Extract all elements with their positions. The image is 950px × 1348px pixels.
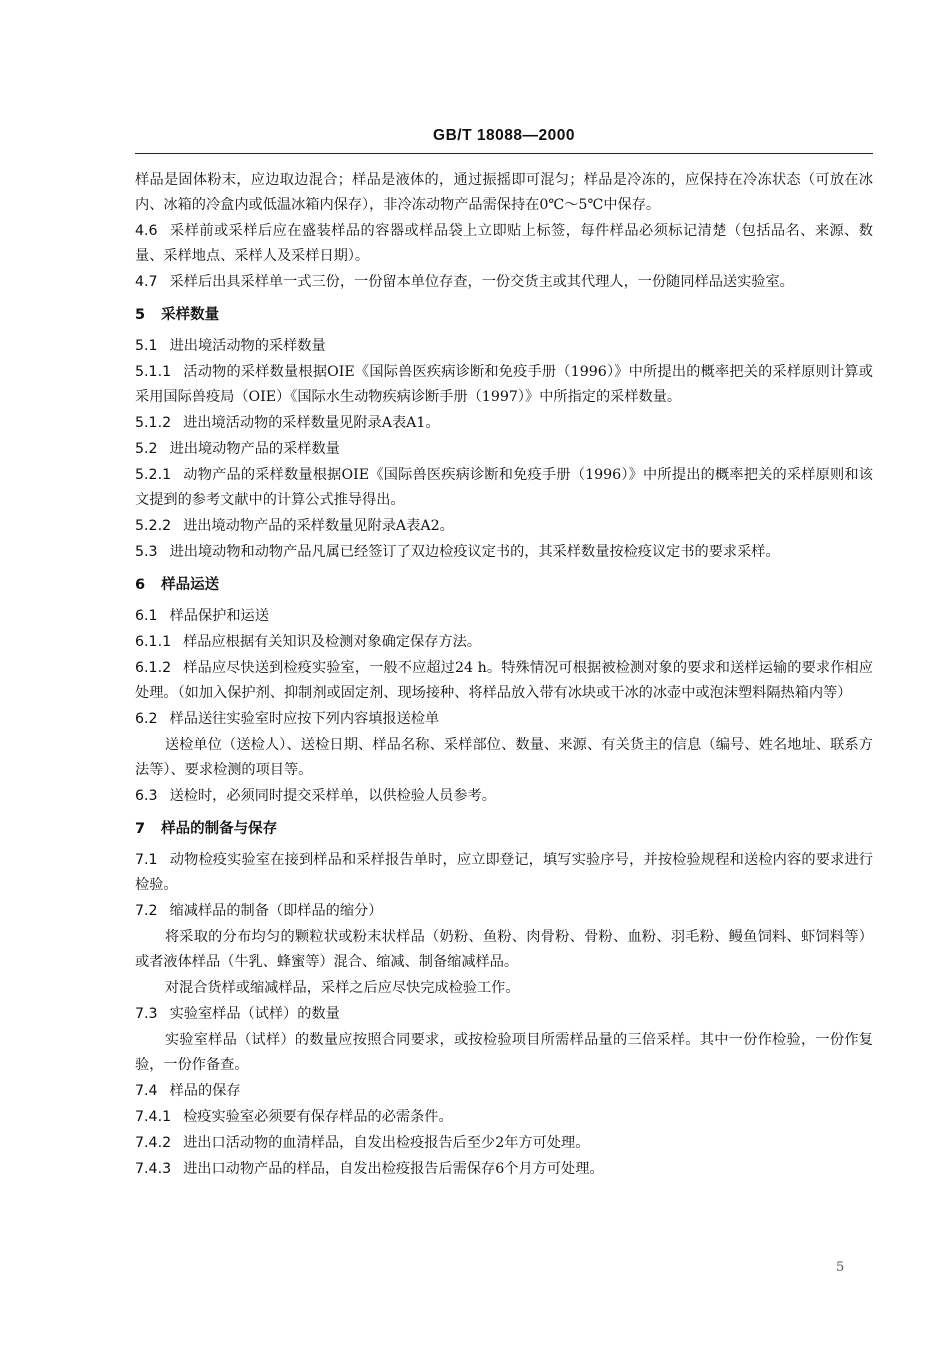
clause-number: 7.4.2 xyxy=(135,1135,172,1151)
paragraph-text: 活动物的采样数量根据OIE《国际兽医疾病诊断和免疫手册（1996）》中所提出的概率把关的采样原则计算或采用国际兽疫局（OIE）《国际水生动物疾病诊断手册（1997）》中所指定的采样数量。 xyxy=(135,364,873,405)
paragraph xyxy=(135,1079,873,1104)
clause-number: 5.2.1 xyxy=(135,467,172,483)
paragraph xyxy=(135,1131,873,1156)
clause-number: 5.2 xyxy=(135,441,158,457)
paragraph xyxy=(135,707,873,732)
paragraph-text: 缩减样品的制备（即样品的缩分） xyxy=(169,903,383,919)
paragraph-text: 进出口活动物的血清样品，自发出检疫报告后至少2年方可处理。 xyxy=(183,1135,590,1151)
paragraph-text: 进出境活动物的采样数量见附录A表A1。 xyxy=(183,415,440,431)
paragraph xyxy=(135,411,873,436)
paragraph xyxy=(135,270,873,295)
paragraph-text: 送检单位（送检人）、送检日期、样品名称、采样部位、数量、来源、有关货主的信息（编号、姓名地址、联系方法等）、要求检测的项目等。 xyxy=(135,737,873,778)
paragraph xyxy=(135,1157,873,1182)
clause-number: 6 xyxy=(135,577,146,593)
paragraph-text: 将采取的分布均匀的颗粒状或粉末状样品（奶粉、鱼粉、肉骨粉、骨粉、血粉、羽毛粉、鳗鱼饲料、虾饲料等）或者液体样品（牛乳、蜂蜜等）混合、缩减、制备缩减样品。 xyxy=(135,929,873,970)
indented-paragraph xyxy=(135,925,873,975)
indented-paragraph xyxy=(135,733,873,783)
clause-number: 5 xyxy=(135,307,146,323)
paragraph xyxy=(135,334,873,359)
paragraph-text: 样品应尽快送到检疫实验室，一般不应超过24 h。特殊情况可根据被检测对象的要求和送样运输的要求作相应处理。（如加入保护剂、抑制剂或固定剂、现场接种、将样品放入带有冰块或干冰的冰壶中或泡沫塑料隔热箱内等） xyxy=(135,660,873,701)
paragraph-text: 样品保护和运送 xyxy=(169,608,269,624)
clause-number: 7.2 xyxy=(135,903,158,919)
paragraph-text: 进出口动物产品的样品，自发出检疫报告后需保存6个月方可处理。 xyxy=(183,1161,604,1177)
clause-number: 5.2.2 xyxy=(135,518,172,534)
paragraph-text: 采样后出具采样单一式三份，一份留本单位存查，一份交货主或其代理人，一份随同样品送实验室。 xyxy=(169,274,794,290)
clause-number: 6.1.1 xyxy=(135,634,172,650)
paragraph xyxy=(135,784,873,809)
clause-number: 4.6 xyxy=(135,223,158,239)
paragraph xyxy=(135,514,873,539)
paragraph xyxy=(135,437,873,462)
paragraph-text: 进出境活动物的采样数量 xyxy=(169,338,326,354)
paragraph xyxy=(135,360,873,410)
paragraph xyxy=(135,1002,873,1027)
paragraph-text: 样品应根据有关知识及检测对象确定保存方法。 xyxy=(183,634,482,650)
heading-text: 样品运送 xyxy=(161,577,220,593)
paragraph-text: 样品送往实验室时应按下列内容填报送检单 xyxy=(169,711,440,727)
page-number: 5 xyxy=(836,1260,845,1275)
paragraph xyxy=(135,168,873,218)
paragraph xyxy=(135,540,873,565)
paragraph xyxy=(135,604,873,629)
paragraph xyxy=(135,219,873,269)
clause-number: 7.3 xyxy=(135,1006,158,1022)
clause-number: 6.3 xyxy=(135,788,158,804)
paragraph-text: 进出境动物产品的采样数量 xyxy=(169,441,340,457)
paragraph-text: 实验室样品（试样）的数量 xyxy=(169,1006,340,1022)
header-divider xyxy=(135,153,873,154)
clause-number: 7.4.3 xyxy=(135,1161,172,1177)
clause-number: 7.4.1 xyxy=(135,1109,172,1125)
paragraph-text: 动物检疫实验室在接到样品和采样报告单时，应立即登记，填写实验序号，并按检验规程和送检内容的要求进行检验。 xyxy=(135,852,873,893)
clause-number: 6.1 xyxy=(135,608,158,624)
paragraph-text: 样品的保存 xyxy=(169,1083,241,1099)
paragraph-text: 对混合货样或缩减样品，采样之后应尽快完成检验工作。 xyxy=(164,980,520,996)
clause-number: 5.1.1 xyxy=(135,364,172,380)
paragraph-text: 进出境动物和动物产品凡属已经签订了双边检疫议定书的，其采样数量按检疫议定书的要求采样。 xyxy=(169,544,780,560)
clause-number: 6.1.2 xyxy=(135,660,172,676)
paragraph-text: 检疫实验室必须要有保存样品的必需条件。 xyxy=(183,1109,453,1125)
paragraph-text: 进出境动物产品的采样数量见附录A表A2。 xyxy=(183,518,454,534)
clause-number: 7.1 xyxy=(135,852,158,868)
section-heading xyxy=(135,817,873,842)
clause-number: 5.1.2 xyxy=(135,415,172,431)
indented-paragraph xyxy=(135,976,873,1001)
clause-number: 4.7 xyxy=(135,274,158,290)
paragraph-text: 送检时，必须同时提交采样单，以供检验人员参考。 xyxy=(169,788,496,804)
paragraph xyxy=(135,463,873,513)
clause-number: 5.3 xyxy=(135,544,158,560)
section-heading xyxy=(135,573,873,598)
paragraph-text: 实验室样品（试样）的数量应按照合同要求，或按检验项目所需样品量的三倍采样。其中一份作检验，一份作复验，一份作备查。 xyxy=(135,1032,873,1073)
paragraph xyxy=(135,1105,873,1130)
indented-paragraph xyxy=(135,1028,873,1078)
clause-number: 6.2 xyxy=(135,711,158,727)
heading-text: 样品的制备与保存 xyxy=(161,821,278,837)
paragraph xyxy=(135,630,873,655)
clause-number: 5.1 xyxy=(135,338,158,354)
section-heading xyxy=(135,303,873,328)
document-body xyxy=(135,168,873,1183)
paragraph xyxy=(135,656,873,706)
paragraph-text: 采样前或采样后应在盛装样品的容器或样品袋上立即贴上标签，每件样品必须标记清楚（包括品名、来源、数量、采样地点、采样人及采样日期）。 xyxy=(135,223,873,264)
heading-text: 采样数量 xyxy=(161,307,220,323)
clause-number: 7 xyxy=(135,821,146,837)
paragraph-text: 动物产品的采样数量根据OIE《国际兽医疾病诊断和免疫手册（1996）》中所提出的概率把关的采样原则和该文提到的参考文献中的计算公式推导得出。 xyxy=(135,467,873,508)
paragraph xyxy=(135,899,873,924)
paragraph-text: 样品是固体粉末，应边取边混合；样品是液体的，通过振摇即可混匀；样品是冷冻的，应保持在冷冻状态（可放在冰内、冰箱的冷盒内或低温冰箱内保存），非冷冻动物产品需保持在0℃～5℃中保存。 xyxy=(135,172,873,213)
paragraph xyxy=(135,848,873,898)
page-header-code: GB/T 18088—2000 xyxy=(433,127,575,144)
clause-number: 7.4 xyxy=(135,1083,158,1099)
